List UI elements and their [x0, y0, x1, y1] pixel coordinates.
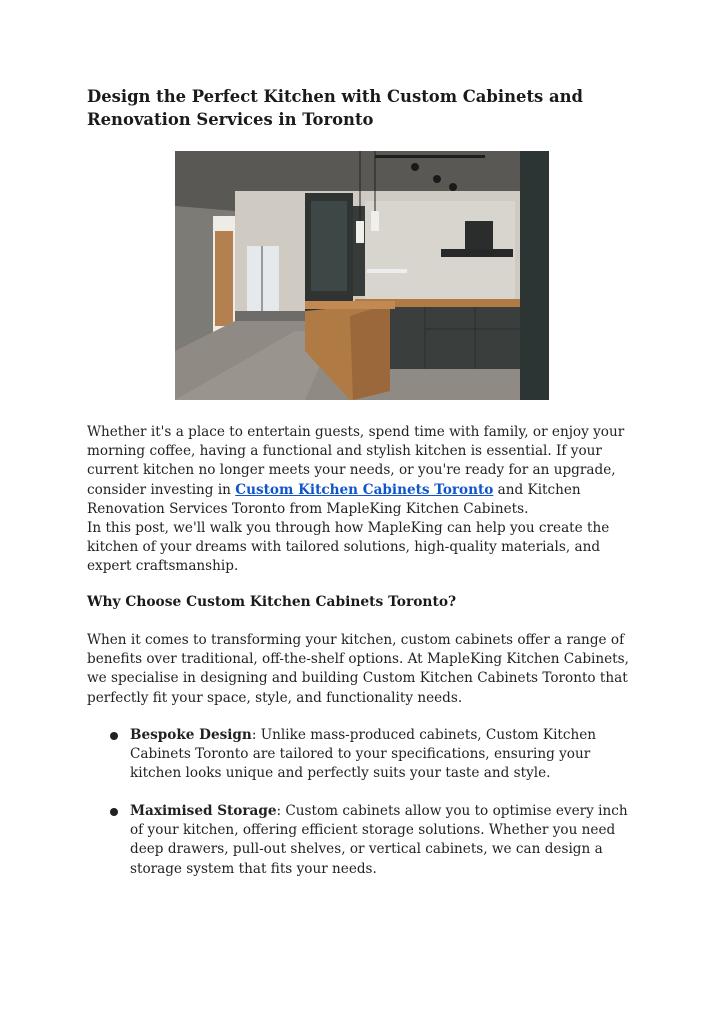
- title-line-2: Renovation Services in Toronto: [87, 110, 374, 129]
- bullet-label: Maximised Storage: [130, 803, 277, 819]
- intro-paragraph: [87, 423, 647, 577]
- list-item: [130, 726, 635, 784]
- bullet-text: : Unlike mass-produced cabinets, Custom Kitchen Cabinets Toronto are tailored to your specifications, ensuring your kitchen looks unique and perfectly suits your taste and style.: [130, 727, 597, 782]
- intro-text-after-link: and Kitchen Renovation Services Toronto from MapleKing Kitchen Cabinets.: [87, 481, 581, 517]
- title-line-1: Design the Perfect Kitchen with Custom Cabinets and: [87, 87, 583, 106]
- list-item: [130, 802, 635, 879]
- section-paragraph: When it comes to transforming your kitchen, custom cabinets offer a range of benefits over traditional, off-the-shelf options. At MapleKing Kitchen Cabinets, we specialise in designing and building Custom Kitchen Cabinets Toronto that perfectly fit your space, style, and functionality needs.: [87, 632, 629, 706]
- bullet-label: Bespoke Design: [130, 727, 252, 743]
- intro-second-line: In this post, we'll walk you through how MapleKing can help you create the kitchen of your dreams with tailored solutions, high-quality materials, and expert craftsmanship.: [87, 520, 610, 575]
- section-heading: Why Choose Custom Kitchen Cabinets Toronto?: [87, 594, 457, 610]
- bullet-dot-icon: [110, 808, 118, 816]
- custom-kitchen-cabinets-link[interactable]: Custom Kitchen Cabinets Toronto: [235, 481, 494, 498]
- page-title: [87, 85, 607, 131]
- bullet-dot-icon: [110, 732, 118, 740]
- kitchen-photo: [175, 151, 549, 400]
- bullet-text: : Custom cabinets allow you to optimise every inch of your kitchen, offering efficient storage solutions. Whether you need deep drawers, pull-out shelves, or vertical cabinets, we can design a storage system that fits your needs.: [130, 803, 628, 877]
- intro-text-before-link: Whether it's a place to entertain guests, spend time with family, or enjoy your morning coffee, having a functional and stylish kitchen is essential. If your current kitchen no longer meets your needs, or you're ready for an upgrade, consider investing in: [87, 424, 625, 498]
